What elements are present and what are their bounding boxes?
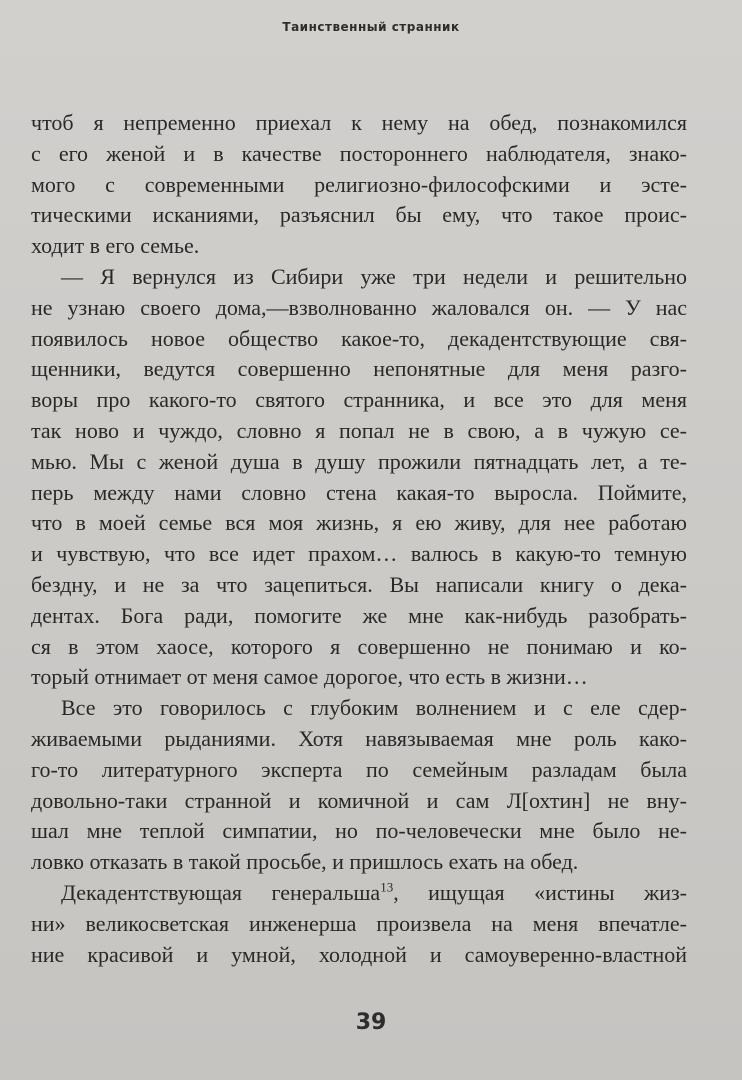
text-line <box>31 878 687 909</box>
text-line: щенники, ведутся совершенно непонятные для меня разго- <box>31 356 687 382</box>
text-line: и чувствую, что все идет прахом… валюсь в какую-то темную <box>31 541 687 567</box>
text-segment: Декадентствующая генеральша <box>61 879 381 905</box>
footnote-ref: 13 <box>380 879 394 895</box>
text-line: ние красивой и умной, холодной и самоуверенно-властной <box>31 941 687 967</box>
text-line: мого с современными религиозно-философскими и эсте- <box>31 171 687 197</box>
text-line: ходит в его семье. <box>31 233 200 259</box>
text-line: воры про какого-то святого странника, и все это для меня <box>31 387 687 413</box>
text-line: ся в этом хаосе, которого я совершенно не понимаю и ко- <box>31 633 687 659</box>
text-line: тическими исканиями, разъяснил бы ему, что такое проис- <box>31 202 687 228</box>
text-line: дентах. Бога ради, помогите же мне как-нибудь разобрать- <box>31 602 687 628</box>
text-line: с его женой и в качестве постороннего наблюдателя, знако- <box>31 140 687 166</box>
text-line: Все это говорилось с глубоким волнением и с еле сдер- <box>61 695 687 721</box>
text-line: бездну, и не за что зацепиться. Вы написали книгу о дека- <box>31 571 687 597</box>
text-line: появилось новое общество какое-то, декадентствующие свя- <box>31 325 687 351</box>
text-line: ни» великосветская инженерша произвела на меня впечатле- <box>31 910 687 936</box>
text-line: не узнаю своего дома,—взволнованно жаловался он. — У нас <box>31 294 687 320</box>
page-number: 39 <box>355 1010 387 1035</box>
text-line: довольно-таки странной и комичной и сам Л[охтин] не вну- <box>31 787 687 813</box>
text-line: так ново и чуждо, словно я попал не в свою, а в чужую се- <box>31 417 687 443</box>
text-line: что в моей семье вся моя жизнь, я ею живу, для нее работаю <box>31 510 687 536</box>
text-line: мью. Мы с женой душа в душу прожили пятнадцать лет, а те- <box>31 448 687 474</box>
text-line: торый отнимает от меня самое дорогое, что есть в жизни… <box>31 664 588 690</box>
body-text <box>31 108 687 970</box>
text-line: го-то литературного эксперта по семейным разладам была <box>31 756 687 782</box>
text-line: перь между нами словно стена какая-то выросла. Поймите, <box>31 479 687 505</box>
text-line: чтоб я непременно приехал к нему на обед, познакомился <box>31 110 687 135</box>
text-line: — Я вернулся из Сибири уже три недели и решительно <box>61 263 687 289</box>
text-line: ловко отказать в такой просьбе, и пришлось ехать на обед. <box>31 849 579 875</box>
text-line: шал мне теплой симпатии, но по-человечески мне было не- <box>31 818 687 844</box>
running-header: Таинственный странник <box>282 20 460 34</box>
text-line: живаемыми рыданиями. Хотя навязываемая мне роль како- <box>31 725 687 751</box>
text-segment: , ищущая «истины жиз- <box>393 879 688 905</box>
